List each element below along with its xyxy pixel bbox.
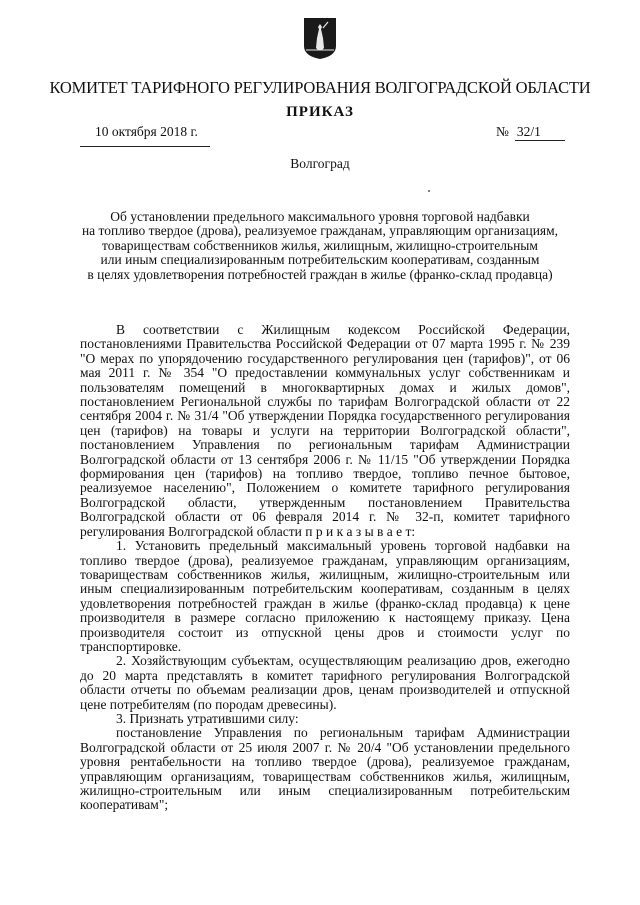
date-underline <box>80 146 210 147</box>
subject-line: в целях удовлетворения потребностей граждан в жилье (франко-склад продавца) <box>87 266 553 282</box>
order-date: 10 октября 2018 г. <box>95 124 198 139</box>
subject-line: на топливо твердое (дрова), реализуемое гражданам, управляющим организациям, <box>81 223 559 239</box>
city-name: Волгоград <box>290 156 350 171</box>
subject-line: или иным специализированным потребительским кооперативам, созданным <box>100 252 540 268</box>
volgograd-coat-of-arms-icon <box>302 16 338 60</box>
subject-line: товариществам собственников жилья, жилищным, жилищно-строительным <box>102 237 538 253</box>
document-type-title: ПРИКАЗ <box>286 104 354 120</box>
order-subject <box>80 210 560 282</box>
item-1-paragraph: 1. Установить предельный максимальный уровень торговой надбавки на топливо твердое (дрова), реализуемое гражданам, управляющим организациям, товариществам собственников жилья, жилищным, жилищно-строительным или иным специализированным потребительским кооперативам, созданным в целях удовлетворения потребностей граждан в жилье (франко-склад продавца) к цене производителя в размере согласно приложению к настоящему приказу. Цена производителя состоит из отпускной цены дров и стоимости услуг по транспортировке. <box>80 538 570 654</box>
order-number: 32/1 <box>515 124 565 141</box>
scan-speck <box>428 190 430 192</box>
preamble-paragraph: В соответствии с Жилищным кодексом Российской Федерации, постановлениями Правительства Российской Федерации от 07 марта 1995 г. № 239 "О мерах по упорядочению государственного регулирования цен (тарифов)", от 06 мая 2011 г. № 354 "О предоставлении коммунальных услуг собственникам и пользователям помещений в многоквартирных домах и жилых домов", постановлением Региональной службы по тарифам Волгоградской области от 22 сентября 2004 г. № 31/4 "Об утверждении Порядка государственного регулирования цен (тарифов) на товары и услуги на территории Волгоградской области", постановлением Управления по региональным тарифам Администрации Волгоградской области от 13 сентября 2006 г. № 11/15 "Об утверждении Порядка формирования цен (тарифов) на топливо твердое, топливо печное бытовое, реализуемое населению", Положением о комитете тарифного регулирования Волгоградской области, утвержденным постановлением Правительства Волгоградской области от 06 февраля 2014 г. № 32-п, комитет тарифного регулирования Волгоградской области п р и к а з ы в а е т: <box>80 322 570 539</box>
order-body <box>80 323 570 813</box>
item-2-paragraph: 2. Хозяйствующим субъектам, осуществляющим реализацию дров, ежегодно до 20 марта представлять в комитет тарифного регулирования Волгоградской области отчеты по объемам реализации дров, ценам производителей и отпускной цене потребителям (по породам древесины). <box>80 653 570 712</box>
number-sign: № <box>496 124 509 139</box>
committee-name: КОМИТЕТ ТАРИФНОГО РЕГУЛИРОВАНИЯ ВОЛГОГРАДСКОЙ ОБЛАСТИ <box>49 78 591 97</box>
order-number-block <box>496 124 565 141</box>
item-3-paragraph: 3. Признать утратившими силу: <box>116 710 299 726</box>
subject-line: Об установлении предельного максимального уровня торговой надбавки <box>110 209 530 224</box>
item-3-1-paragraph: постановление Управления по региональным тарифам Администрации Волгоградской области от 25 июля 2007 г. № 20/4 "Об установлении предельного уровня рентабельности на топливо твердое (дрова), реализуемое гражданам, управляющим организациям, товариществам собственников жилья, жилищным, жилищно-строительным или иным специализированным потребительским кооперативам"; <box>80 725 570 813</box>
